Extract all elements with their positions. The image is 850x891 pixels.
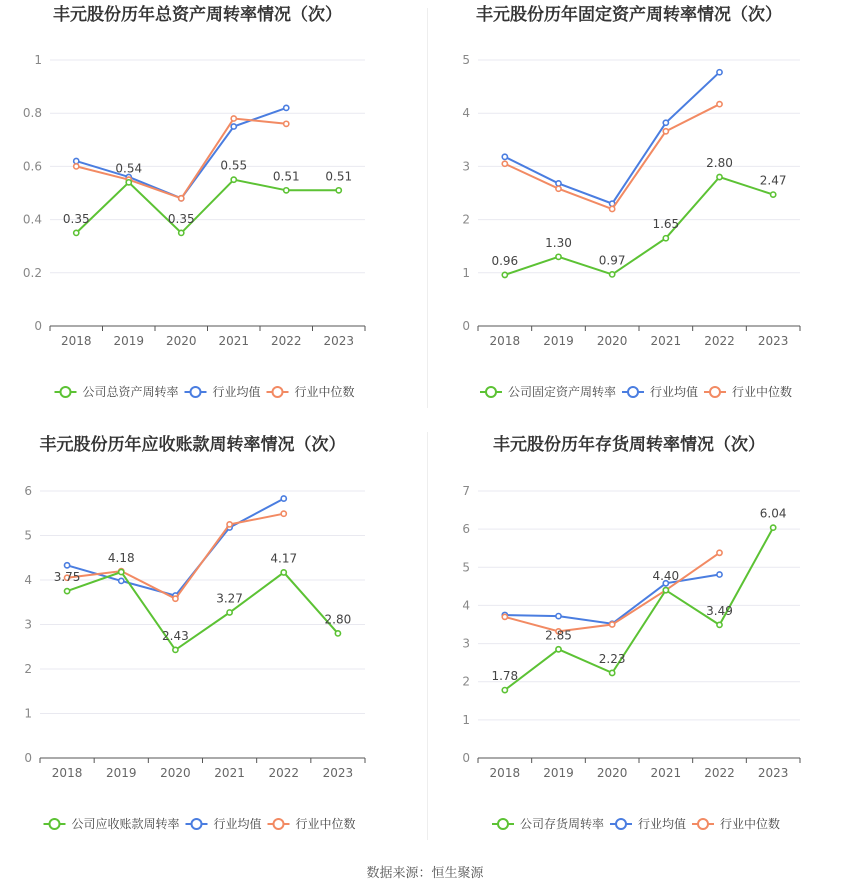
- company-point: [126, 180, 131, 185]
- company-point: [771, 192, 776, 197]
- legend-label: 行业均值: [638, 817, 687, 831]
- chart-title: 丰元股份历年存货周转率情况（次）: [493, 435, 765, 455]
- industry-median-point: [610, 206, 615, 211]
- x-tick-label: 2022: [270, 334, 302, 348]
- data-label: 1.78: [491, 669, 519, 684]
- y-tick-label: 2: [24, 662, 32, 676]
- x-tick-label: 2023: [757, 766, 789, 780]
- legend-swatch-marker: [710, 387, 720, 397]
- data-label: 4.40: [652, 569, 680, 584]
- x-tick-label: 2023: [322, 766, 354, 780]
- company-point: [502, 688, 507, 693]
- y-tick-label: 5: [24, 528, 32, 543]
- y-tick-label: 1: [462, 712, 470, 727]
- y-tick-label: 2: [462, 674, 470, 689]
- company-point: [173, 647, 178, 652]
- company-point: [556, 647, 561, 652]
- company-point: [610, 670, 615, 675]
- legend-swatch-marker: [192, 819, 202, 829]
- industry-average-point: [231, 124, 236, 129]
- x-tick-label: 2022: [704, 334, 735, 348]
- panel-divider: [427, 8, 428, 408]
- company-point: [281, 570, 286, 575]
- industry-median-line: [505, 553, 720, 632]
- y-tick-label: 4: [462, 598, 470, 613]
- data-label: 4.18: [107, 550, 135, 565]
- company-line: [76, 180, 339, 233]
- data-label: 0.51: [325, 169, 353, 184]
- chart-title: 丰元股份历年总资产周转率情况（次）: [53, 5, 342, 25]
- legend-label: 行业中位数: [720, 817, 781, 831]
- industry-median-point: [281, 511, 286, 516]
- data-label: 0.96: [491, 253, 519, 268]
- industry-average-line: [67, 499, 284, 596]
- industry-median-line: [76, 119, 286, 199]
- x-tick-label: 2019: [543, 766, 574, 780]
- inventory-turnover-chart: [425, 430, 850, 860]
- y-tick-label: 6: [24, 484, 32, 498]
- receivables-turnover-chart: [0, 430, 425, 860]
- x-tick-label: 2021: [214, 766, 245, 780]
- data-label: 0.55: [220, 158, 248, 173]
- y-tick-label: 0.8: [22, 106, 42, 121]
- legend-label: 行业中位数: [295, 817, 356, 831]
- company-point: [284, 188, 289, 193]
- industry-average-point: [663, 120, 668, 125]
- x-tick-label: 2021: [650, 334, 682, 348]
- data-label: 2.85: [545, 628, 572, 643]
- legend-swatch-marker: [274, 819, 284, 829]
- data-source-note: 数据来源：恒生聚源: [366, 866, 484, 881]
- legend-swatch-marker: [698, 819, 708, 829]
- x-tick-label: 2019: [105, 766, 137, 780]
- chart-panel-receivables-turnover: [0, 430, 425, 860]
- y-tick-label: 0.2: [22, 265, 42, 280]
- data-label: 2.23: [598, 651, 626, 666]
- x-tick-label: 2018: [489, 766, 521, 780]
- legend-swatch-marker: [273, 387, 283, 397]
- x-tick-label: 2020: [160, 766, 191, 780]
- legend-label: 行业中位数: [294, 385, 355, 399]
- fixed-asset-turnover-chart: [425, 0, 850, 430]
- legend-swatch-marker: [50, 819, 60, 829]
- company-point: [119, 569, 124, 574]
- y-tick-label: 1: [24, 706, 32, 721]
- y-tick-label: 3: [462, 636, 470, 651]
- industry-average-point: [284, 105, 289, 110]
- legend-swatch-marker: [191, 387, 201, 397]
- legend-label: 行业均值: [650, 385, 699, 399]
- industry-average-point: [717, 572, 722, 577]
- y-tick-label: 3: [24, 617, 32, 632]
- industry-median-point: [284, 121, 289, 126]
- panel-divider: [427, 432, 428, 840]
- x-tick-label: 2023: [323, 334, 355, 348]
- industry-average-point: [119, 578, 124, 583]
- company-point: [231, 177, 236, 182]
- legend-swatch-marker: [628, 387, 638, 397]
- x-tick-label: 2021: [218, 334, 250, 348]
- x-tick-label: 2021: [650, 766, 682, 780]
- x-tick-label: 2019: [113, 334, 145, 348]
- company-line: [505, 177, 773, 275]
- y-tick-label: 0: [462, 319, 470, 333]
- legend-swatch-marker: [616, 819, 626, 829]
- data-label: 2.47: [759, 173, 787, 188]
- company-point: [556, 254, 561, 259]
- industry-median-point: [663, 129, 668, 134]
- data-label: 2.80: [706, 156, 733, 171]
- data-label: 1.65: [652, 217, 680, 232]
- x-tick-label: 2020: [165, 334, 197, 348]
- industry-median-point: [717, 550, 722, 555]
- data-label: 0.35: [62, 211, 90, 226]
- industry-median-point: [179, 196, 184, 201]
- legend-swatch-marker: [61, 387, 71, 397]
- x-tick-label: 2018: [60, 334, 92, 348]
- data-label: 0.54: [115, 161, 143, 176]
- industry-average-line: [505, 575, 720, 624]
- data-label: 0.35: [167, 211, 195, 226]
- industry-median-point: [502, 614, 507, 619]
- data-label: 3.75: [53, 570, 81, 585]
- industry-median-point: [173, 596, 178, 601]
- industry-median-point: [610, 622, 615, 627]
- industry-median-point: [231, 116, 236, 121]
- x-tick-label: 2020: [596, 334, 628, 348]
- x-tick-label: 2019: [543, 334, 574, 348]
- y-tick-label: 7: [462, 484, 470, 498]
- company-point: [717, 622, 722, 627]
- legend-label: 行业均值: [212, 385, 261, 399]
- data-label: 0.51: [272, 169, 300, 184]
- company-point: [771, 525, 776, 530]
- company-point: [74, 230, 79, 235]
- x-tick-label: 2022: [268, 766, 300, 780]
- company-line: [505, 528, 773, 691]
- industry-median-line: [67, 514, 284, 599]
- legend-label: 公司存货周转率: [520, 817, 605, 831]
- industry-average-point: [74, 158, 79, 163]
- legend-label: 行业均值: [213, 817, 262, 831]
- data-label: 0.97: [598, 253, 626, 268]
- industry-median-point: [227, 522, 232, 527]
- legend-label: 公司总资产周转率: [82, 385, 179, 399]
- company-point: [502, 272, 507, 277]
- y-tick-label: 4: [462, 106, 470, 121]
- data-label: 3.27: [216, 591, 243, 606]
- industry-median-point: [556, 186, 561, 191]
- company-point: [227, 610, 232, 615]
- total-asset-turnover-chart: [0, 0, 425, 430]
- industry-average-point: [502, 154, 507, 159]
- y-tick-label: 5: [462, 560, 470, 575]
- industry-average-point: [281, 496, 286, 501]
- industry-median-point: [502, 161, 507, 166]
- data-label: 1.30: [545, 235, 572, 250]
- legend-label: 公司固定资产周转率: [508, 385, 617, 399]
- y-tick-label: 6: [462, 522, 470, 537]
- x-tick-label: 2020: [596, 766, 628, 780]
- data-label: 2.80: [324, 612, 352, 627]
- industry-average-point: [64, 563, 69, 568]
- y-tick-label: 4: [24, 573, 32, 587]
- chart-title: 丰元股份历年固定资产周转率情况（次）: [476, 5, 782, 25]
- legend-swatch-marker: [498, 819, 508, 829]
- industry-median-point: [74, 164, 79, 169]
- x-tick-label: 2018: [51, 766, 83, 780]
- x-tick-label: 2023: [757, 334, 789, 348]
- company-point: [663, 588, 668, 593]
- chart-panel-inventory-turnover: [425, 430, 850, 860]
- chart-title: 丰元股份历年应收账款周转率情况（次）: [39, 435, 346, 455]
- industry-average-line: [505, 72, 720, 203]
- data-label: 2.43: [162, 628, 189, 643]
- industry-average-point: [717, 70, 722, 75]
- data-label: 3.49: [706, 603, 733, 618]
- legend-label: 公司应收账款周转率: [71, 817, 180, 831]
- data-label: 4.17: [270, 551, 298, 566]
- y-tick-label: 0: [24, 751, 32, 765]
- industry-median-point: [717, 102, 722, 107]
- x-tick-label: 2018: [489, 334, 521, 348]
- company-point: [717, 174, 722, 179]
- company-point: [336, 188, 341, 193]
- data-label: 6.04: [759, 506, 787, 521]
- y-tick-label: 0.6: [22, 159, 42, 174]
- chart-panel-fixed-asset-turnover: [425, 0, 850, 430]
- y-tick-label: 1: [34, 53, 42, 67]
- legend-label: 行业中位数: [732, 385, 793, 399]
- chart-panel-total-asset-turnover: [0, 0, 425, 430]
- y-tick-label: 1: [462, 265, 470, 280]
- industry-average-point: [556, 181, 561, 186]
- y-tick-label: 5: [462, 53, 470, 67]
- y-tick-label: 0: [462, 751, 470, 765]
- company-point: [64, 589, 69, 594]
- y-tick-label: 3: [462, 159, 470, 174]
- legend-swatch-marker: [486, 387, 496, 397]
- x-tick-label: 2022: [704, 766, 735, 780]
- y-tick-label: 0: [34, 319, 42, 333]
- company-line: [67, 572, 338, 650]
- industry-median-line: [505, 104, 720, 209]
- company-point: [179, 230, 184, 235]
- company-point: [610, 272, 615, 277]
- company-point: [663, 236, 668, 241]
- y-tick-label: 2: [462, 212, 470, 227]
- y-tick-label: 0.4: [22, 212, 42, 227]
- company-point: [335, 631, 340, 636]
- industry-average-point: [556, 614, 561, 619]
